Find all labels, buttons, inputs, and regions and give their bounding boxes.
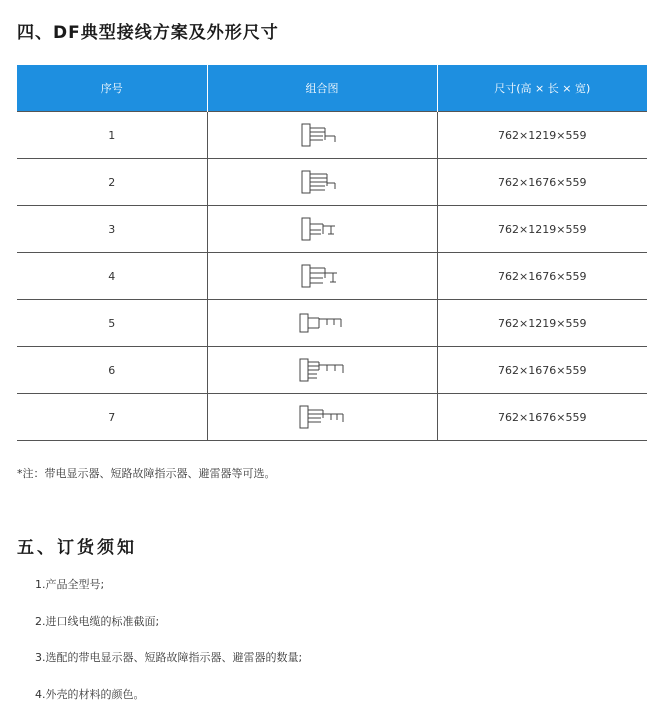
list-item: 2.进口线电缆的标准截面; xyxy=(35,615,302,652)
diagram-cell xyxy=(207,253,437,300)
size-cell: 762×1676×559 xyxy=(437,159,647,206)
diagram-5-icon xyxy=(297,310,347,336)
table-row xyxy=(17,206,647,253)
row-number: 7 xyxy=(17,394,207,441)
diagram-6-icon xyxy=(297,357,347,383)
diagram-1-icon xyxy=(299,122,345,148)
size-cell: 762×1219×559 xyxy=(437,112,647,159)
section-5-title: 五、订货须知 xyxy=(17,533,137,558)
diagram-cell xyxy=(207,206,437,253)
row-number: 4 xyxy=(17,253,207,300)
table-row xyxy=(17,159,647,206)
header-no: 序号 xyxy=(17,65,207,112)
diagram-4-icon xyxy=(299,263,345,289)
table-row xyxy=(17,394,647,441)
list-item: 3.选配的带电显示器、短路故障指示器、避雷器的数量; xyxy=(35,651,302,688)
diagram-2-icon xyxy=(299,169,345,195)
footnote: *注：带电显示器、短路故障指示器、避雷器等可选。 xyxy=(17,465,276,481)
size-cell: 762×1219×559 xyxy=(437,206,647,253)
diagram-cell xyxy=(207,394,437,441)
size-cell: 762×1676×559 xyxy=(437,347,647,394)
size-cell: 762×1676×559 xyxy=(437,394,647,441)
header-size: 尺寸(高 × 长 × 宽) xyxy=(437,65,647,112)
diagram-cell xyxy=(207,159,437,206)
diagram-cell xyxy=(207,347,437,394)
row-number: 1 xyxy=(17,112,207,159)
row-number: 6 xyxy=(17,347,207,394)
diagram-cell xyxy=(207,112,437,159)
row-number: 5 xyxy=(17,300,207,347)
table-row xyxy=(17,112,647,159)
diagram-7-icon xyxy=(297,404,347,430)
diagram-cell xyxy=(207,300,437,347)
table-row xyxy=(17,253,647,300)
list-item: 1.产品全型号; xyxy=(35,578,302,615)
section-4-title: 四、DF典型接线方案及外形尺寸 xyxy=(17,18,279,43)
table-row xyxy=(17,300,647,347)
diagram-3-icon xyxy=(299,216,345,242)
size-cell: 762×1676×559 xyxy=(437,253,647,300)
list-item: 4.外壳的材料的颜色。 xyxy=(35,688,302,724)
header-diagram: 组合图 xyxy=(207,65,437,112)
table-header-row xyxy=(17,65,647,112)
row-number: 2 xyxy=(17,159,207,206)
table-row xyxy=(17,347,647,394)
size-cell: 762×1219×559 xyxy=(437,300,647,347)
spec-table xyxy=(17,65,647,441)
row-number: 3 xyxy=(17,206,207,253)
order-notes-list xyxy=(35,578,302,724)
